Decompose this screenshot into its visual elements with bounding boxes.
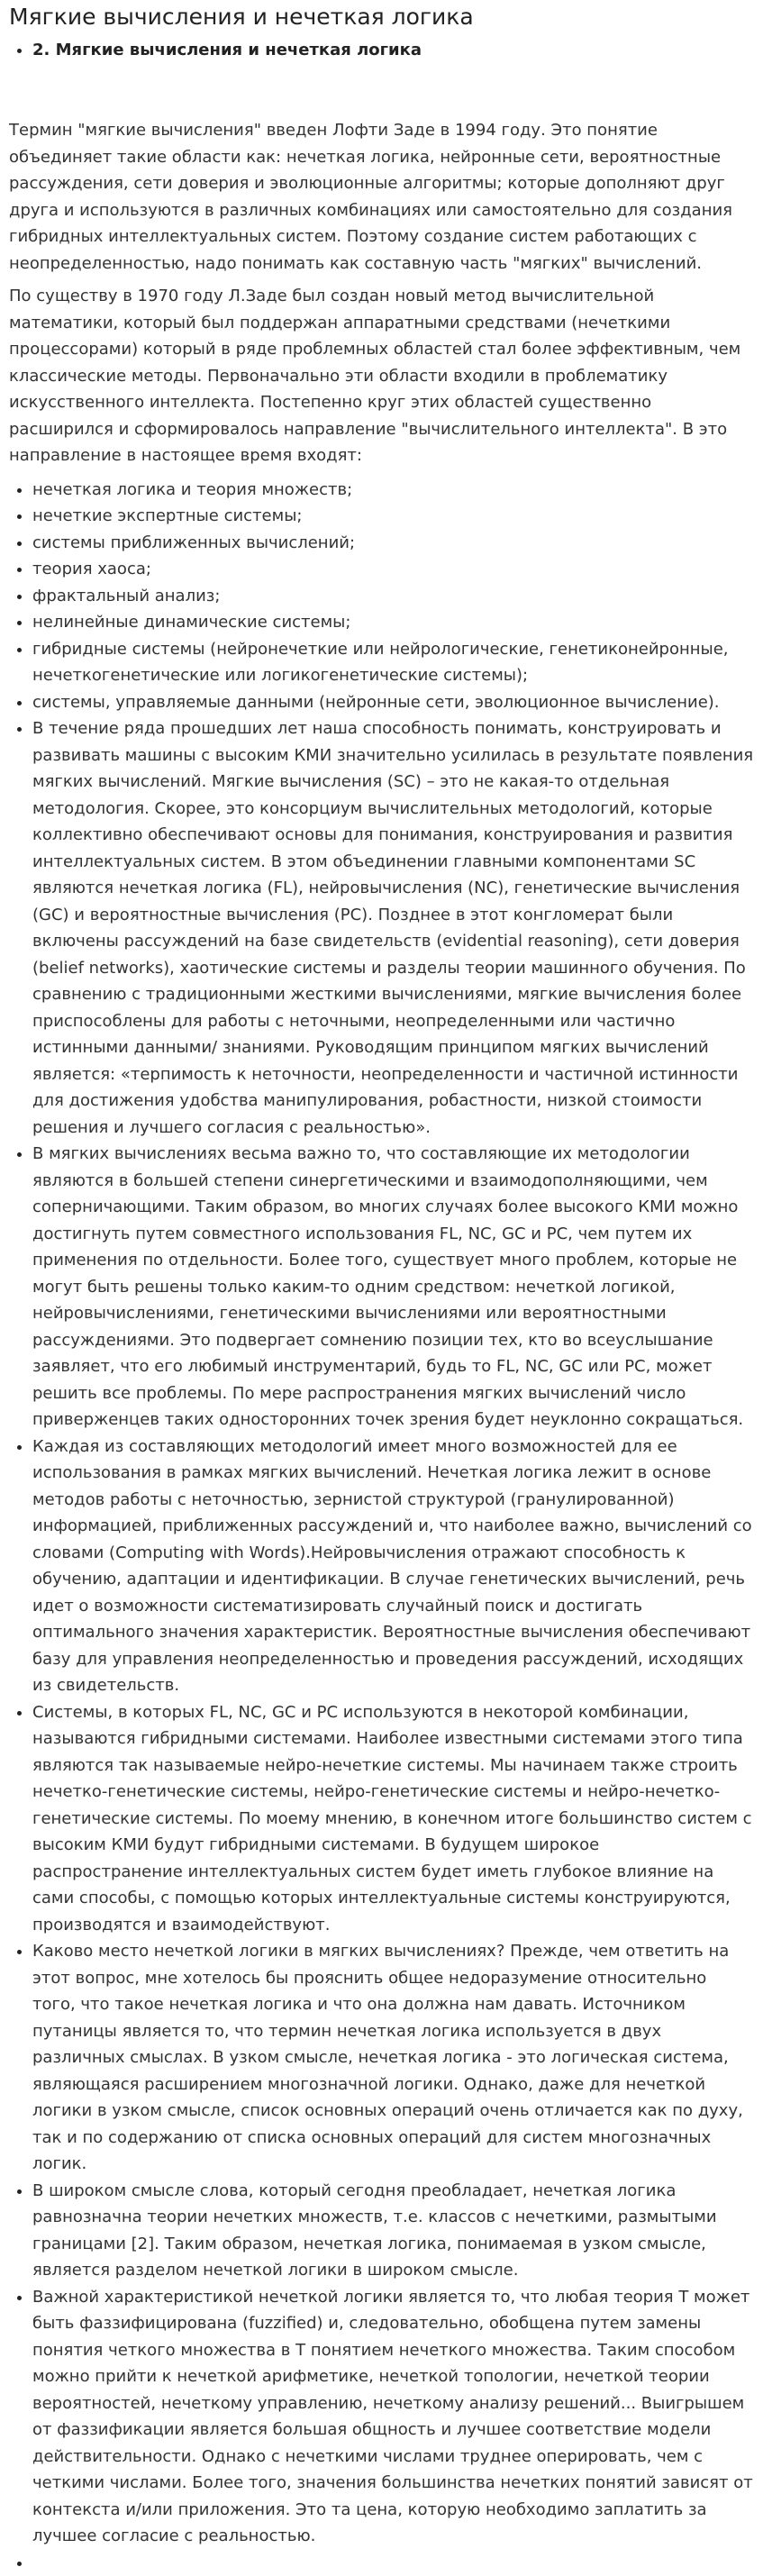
- list-item: • В широком смысле слова, который сегодня преобладает, нечеткая логика равнозначна теории нечетких множеств, т.е. классов с нечеткими, размытыми границами [2]. Таким образом, нечеткая логика, понимаемая в узком смысле, является разделом нечеткой логики в широком смысле.: [32, 2178, 754, 2284]
- list-item: • В мягких вычислениях весьма важно то, что составляющие их методологии являются в большей степени синергетическими и взаимодополняющими, чем соперничающими. Таким образом, во многих случаях более высокого КМИ можно достигнуть путем совместного использования FL, NC, GC и PC, чем путем их применения по отдельности. Более того, существует много проблем, которые не могут быть решены только каким-то одним средством: нечеткой логикой, нейровычислениями, генетическими вычислениями или вероятностными рассуждениями. Это подвергает сомнению позиции тех, кто во всеуслышание заявляет, что его любимый инструментарий, будь то FL, NC, GC или PC, может решить все проблемы. По мере распространения мягких вычислений число приверженцев таких односторонних точек зрения будет неуклонно сокращаться.: [32, 1141, 754, 1434]
- list-item: • Системы, в которых FL, NC, GC и PC используются в некоторой комбинации, называются гибридными системами. Наиболее известными системами этого типа являются так называемые нейро-нечеткие системы. Мы начинаем также строить нечетко-генетические системы, нейро-генетические системы и нейро-нечетко-генетические системы. По моему мнению, в конечном итоге большинство систем с высоким КМИ будут гибридными системами. В будущем широкое распространение интеллектуальных систем будет иметь глубокое влияние на сами способы, с помощью которых интеллектуальные системы конструируются, производятся и взаимодействуют.: [32, 1699, 754, 1939]
- bullet-list: [9, 477, 754, 2576]
- list-item: • системы приближенных вычислений;: [32, 530, 754, 557]
- list-item: [32, 2550, 754, 2576]
- list-item: • нечеткие экспертные системы;: [32, 503, 754, 530]
- list-item: • системы, управляемые данными (нейронные сети, эволюционное вычисление).: [32, 689, 754, 716]
- page-title: Мягкие вычисления и нечеткая логика: [9, 2, 754, 32]
- intro-paragraph: По существу в 1970 году Л.Заде был создан новый метод вычислительной математики, который был поддержан аппаратными средствами (нечеткими процессорами) который в ряде проблемных областей стал более эффективным, чем классические методы. Первоначально эти области входили в проблематику искусственного интеллекта. Постепенно круг этих областей существенно расширился и сформировалось направление "вычислительного интеллекта". В это направление в настоящее время входят:: [9, 283, 754, 469]
- table-of-contents: [9, 38, 754, 63]
- list-item: • Каково место нечеткой логики в мягких вычислениях? Прежде, чем ответить на этот вопрос, мне хотелось бы прояснить общее недоразумение относительно того, что такое нечеткая логика и что она должна нам давать. Источником путаницы является то, что термин нечеткая логика используется в двух различных смыслах. В узком смысле, нечеткая логика - это логическая система, являющаяся расширением многозначной логики. Однако, даже для нечеткой логики в узком смысле, список основных операций очень отличается как по духу, так и по содержанию от списка основных операций для систем многозначных логик.: [32, 1938, 754, 2178]
- list-item: • Каждая из составляющих методологий имеет много возможностей для ее использования в рамках мягких вычислений. Нечеткая логика лежит в основе методов работы с неточностью, зернистой структурой (гранулированной) информацией, приближенных рассуждений и, что наиболее важно, вычислений со словами (Computing with Words).Нейровычисления отражают способность к обучению, адаптации и идентификации. В случае генетических вычислений, речь идет о возможности систематизировать случайный поиск и достигать оптимального значения характеристик. Вероятностные вычисления обеспечивают базу для управления неопределенностью и проведения рассуждений, исходящих из свидетельств.: [32, 1434, 754, 1699]
- list-item: • нечеткая логика и теория множеств;: [32, 477, 754, 504]
- list-item: • нелинейные динамические системы;: [32, 609, 754, 636]
- list-item: • В течение ряда прошедших лет наша способность понимать, конструировать и развивать машины с высоким КМИ значительно усилилась в результате появления мягких вычислений. Мягкие вычисления (SC) – это не какая-то отдельная методология. Скорее, это консорциум вычислительных методологий, которые коллективно обеспечивают основы для понимания, конструирования и развития интеллектуальных систем. В этом объединении главными компонентами SC являются нечеткая логика (FL), нейровычисления (NC), генетические вычисления (GC) и вероятностные вычисления (PC). Позднее в этот конгломерат были включены рассуждений на базе свидетельств (evidential reasoning), сети доверия (belief networks), хаотические системы и разделы теории машинного обучения. По сравнению с традиционными жесткими вычислениями, мягкие вычисления более приспособлены для работы с неточными, неопределенными или частично истинными данными/ знаниями. Руководящим принципом мягких вычислений является: «терпимость к неточности, неопределенности и частичной истинности для достижения удобства манипулирования, робастности, низкой стоимости решения и лучшего согласия с реальностью».: [32, 715, 754, 1141]
- list-item: • Важной характеристикой нечеткой логики является то, что любая теория T может быть фаззифицирована (fuzzified) и, следовательно, обобщена путем замены понятия четкого множества в T понятием нечеткого множества. Таким способом можно прийти к нечеткой арифметике, нечеткой топологии, нечеткой теории вероятностей, нечеткому управлению, нечеткому анализу решений... Выигрышем от фаззификации является большая общность и лучшее соответствие модели действительности. Однако с нечеткими числами труднее оперировать, чем с четкими числами. Более того, значения большинства нечетких понятий зависят от контекста и/или приложения. Это та цена, которую необходимо заплатить за лучшее согласие с реальностью.: [32, 2284, 754, 2550]
- list-item: • гибридные системы (нейронечеткие или нейрологические, генетиконейронные, нечеткогенетические или логикогенетические системы);: [32, 636, 754, 689]
- article: [0, 2, 763, 2576]
- list-item: • теория хаоса;: [32, 556, 754, 583]
- list-item: • фрактальный анализ;: [32, 583, 754, 610]
- toc-item[interactable]: • 2. Мягкие вычисления и нечеткая логика: [32, 38, 754, 63]
- intro-paragraph: Термин "мягкие вычисления" введен Лофти Заде в 1994 году. Это понятие объединяет такие области как: нечеткая логика, нейронные сети, вероятностные рассуждения, сети доверия и эволюционные алгоритмы; которые дополняют друг друга и используются в различных комбинациях или самостоятельно для создания гибридных интеллектуальных систем. Поэтому создание систем работающих с неопределенностью, надо понимать как составную часть "мягких" вычислений.: [9, 117, 754, 277]
